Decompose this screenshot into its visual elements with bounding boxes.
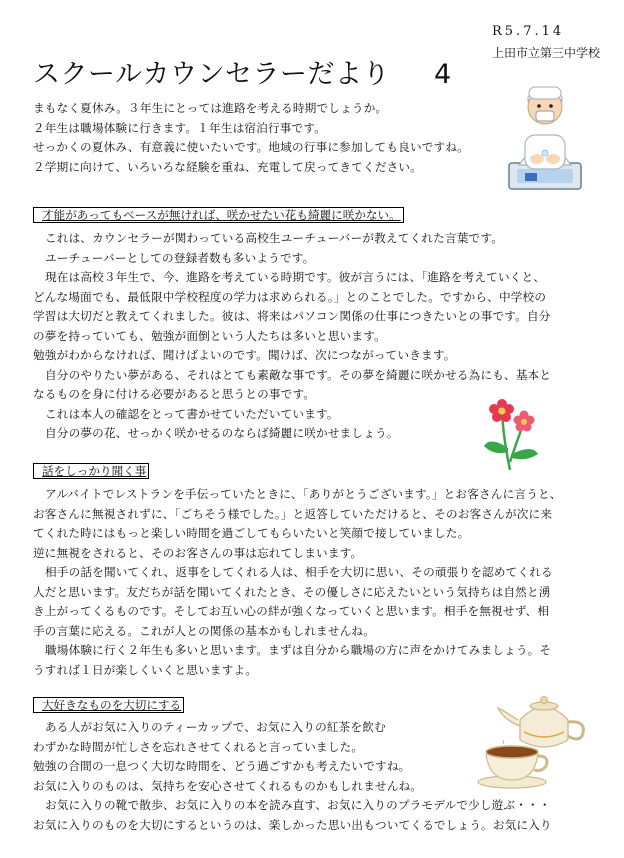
section2-heading-text: 話をしっかり聞く事 <box>42 464 147 478</box>
s2-line: お客さんに無視されずに、「ごちそう様でした。」と返答していただけると、そのお客さんが次に来 <box>33 506 553 521</box>
intro-line: せっかくの夏休み、有意義に使いたいです。地域の行事に参加しても良いですね。 <box>33 140 469 154</box>
s2-line: 手の言葉に応える。これが人との関係の基本かもしれませんね。 <box>33 623 376 638</box>
s3-line: お気に入りの靴で散歩、お気に入りの本を読み直す、お気に入りのプラモデルで少し遊ぶ・・・ <box>45 798 551 812</box>
s1-line: これは本人の確認をとって書かせていただいています。 <box>45 406 339 421</box>
s1-line: 自分の夢の花、せっかく咲かせるのならば綺麗に咲かせましょう。 <box>45 426 399 440</box>
title-text: スクールカウンセラーだより <box>33 59 390 90</box>
intro-line: まもなく夏休み。３年生にとっては進路を考える時期でしょうか。 <box>33 101 388 115</box>
handwash-person-icon <box>505 75 585 193</box>
issue-date: R5.7.14 <box>492 24 565 39</box>
s2-line: アルバイトでレストランを手伝っていたときに、「ありがとうございます。」とお客さんに言うと、 <box>45 487 562 501</box>
s1-line: 自分のやりたい夢がある、それはとても素敵な事です。その夢を綺麗に咲かせる為にも、基本と <box>45 367 552 382</box>
section1-heading <box>33 207 404 223</box>
s2-line: 職場体験に行く２年生も多いと思います。まずは自分から職場の方に声をかけてみましょう。そ <box>45 643 552 657</box>
intro-line: ２学期に向けて、いろいろな経験を重ね、充電して戻ってきてください。 <box>33 159 422 174</box>
s3-line: わずかな時間が忙しさを忘れさせてくれると言っていました。 <box>33 739 364 754</box>
s2-line: うすれば１日が楽しくいくと思いますよ。 <box>33 662 258 677</box>
s3-line: ある人がお気に入りのティーカップで、お気に入りの紅茶を飲む <box>45 720 386 734</box>
s2-line: 相手の話を聞いてくれ、返事をしてくれる人は、相手を大切に思い、その頑張りを認めてくれる <box>45 565 553 579</box>
s1-line: の夢を持っていても、勉強が面倒という人たちは多いと思います。 <box>33 328 386 343</box>
s2-line: 人だと思います。友だちが話を聞いてくれたとき、その優しさに応えたいという気持ちは自然と湧 <box>33 584 551 599</box>
section1-heading-text: 才能があってもベースが無ければ、咲かせたい花も綺麗に咲かない。 <box>42 208 401 222</box>
section3-heading <box>33 697 184 713</box>
s3-line: お気に入りのものを大切にするというのは、楽しかった思い出もついてくるでしょう。お気に入り <box>33 817 552 832</box>
s1-line: 勉強がわからなければ、聞けばよいのです。聞けば、次につながっていきます。 <box>33 348 456 362</box>
school-name: 上田市立第三中学校 <box>492 46 601 60</box>
teacup-icon <box>474 740 554 790</box>
s2-line: 逆に無視をされると、そのお客さんの事は忘れてしまいます。 <box>33 545 363 560</box>
s2-line: てくれた時にはもっと楽しい時間を過ごしてもらいたいと笑顔で接していました。 <box>33 526 470 540</box>
s1-line: 学習は大切だと教えてくれました。彼は、将来はパソコン関係の仕事につきたいとの事です。自分 <box>33 309 551 323</box>
s1-line: どんな場面でも、最低限中学校程度の学力は求められる。」とのことでした。ですから、中学校の <box>33 289 547 304</box>
section2-heading <box>33 463 149 479</box>
issue-number: 4 <box>433 59 452 90</box>
intro-line: ２年生は職場体験に行きます。１年生は宿泊行事です。 <box>33 120 326 135</box>
s1-line: なるものを身に付ける必要があると思うとの事です。 <box>33 387 316 401</box>
s1-line: ユーチューバーとしての登録者数も多いようです。 <box>45 250 315 265</box>
flower-icon <box>478 392 542 472</box>
page-title <box>33 52 452 91</box>
s1-line: これは、カウンセラーが関わっている高校生ユーチューバーが教えてくれた言葉です。 <box>45 231 503 245</box>
s3-line: お気に入りのものは、気持ちを安心させてくれるものかもしれませんね。 <box>33 778 423 793</box>
s3-line: 勉強の合間の一息つく大切な時間を、どう過ごすかも考えたいですね。 <box>33 759 411 773</box>
section3-heading-text: 大好きなものを大切にする <box>42 698 182 712</box>
s2-line: き上がってくるものです。そしてお互い心の絆が強くなっていくと思います。相手を無視せず、相 <box>33 604 550 618</box>
s1-line: 現在は高校３年生で、今、進路を考えている時期です。彼が言うには、「進路を考えていくと、 <box>45 270 546 284</box>
